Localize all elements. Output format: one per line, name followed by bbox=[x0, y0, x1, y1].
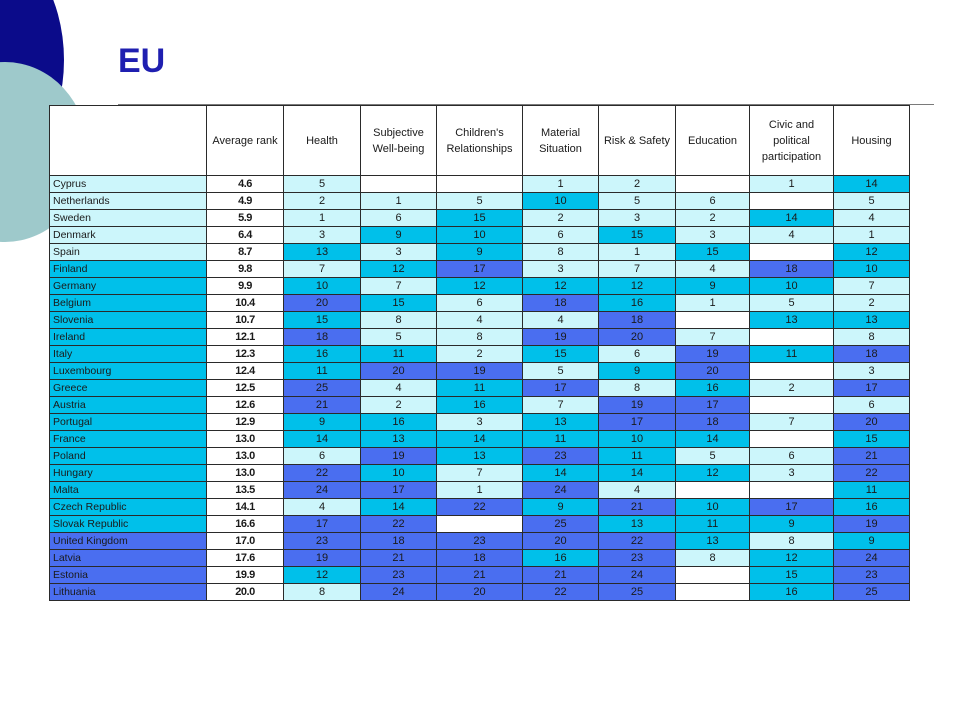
rank-cell: 19 bbox=[676, 346, 750, 363]
average-rank-cell: 9.9 bbox=[207, 278, 284, 295]
rank-cell: 16 bbox=[437, 397, 523, 414]
rank-cell bbox=[750, 363, 834, 380]
rank-cell bbox=[437, 516, 523, 533]
country-cell: United Kingdom bbox=[50, 533, 207, 550]
average-rank-cell: 13.0 bbox=[207, 465, 284, 482]
rank-cell bbox=[437, 176, 523, 193]
rank-cell: 9 bbox=[284, 414, 361, 431]
rank-cell bbox=[750, 329, 834, 346]
table-row bbox=[50, 499, 910, 516]
rank-cell: 9 bbox=[676, 278, 750, 295]
rank-cell: 7 bbox=[284, 261, 361, 278]
rank-cell: 7 bbox=[437, 465, 523, 482]
rank-cell: 13 bbox=[676, 533, 750, 550]
rank-cell: 24 bbox=[361, 584, 437, 601]
rank-cell: 21 bbox=[834, 448, 910, 465]
rank-cell: 10 bbox=[523, 193, 599, 210]
rank-cell: 18 bbox=[284, 329, 361, 346]
rank-cell: 23 bbox=[599, 550, 676, 567]
rank-cell: 16 bbox=[284, 346, 361, 363]
rank-cell: 24 bbox=[599, 567, 676, 584]
country-cell: Spain bbox=[50, 244, 207, 261]
rank-cell: 22 bbox=[599, 533, 676, 550]
average-rank-cell: 9.8 bbox=[207, 261, 284, 278]
table-row bbox=[50, 567, 910, 584]
rank-cell: 2 bbox=[834, 295, 910, 312]
rank-cell: 19 bbox=[437, 363, 523, 380]
rank-cell: 8 bbox=[523, 244, 599, 261]
average-rank-cell: 17.6 bbox=[207, 550, 284, 567]
rank-cell: 16 bbox=[599, 295, 676, 312]
rank-cell: 16 bbox=[834, 499, 910, 516]
country-cell: Austria bbox=[50, 397, 207, 414]
rank-cell: 18 bbox=[523, 295, 599, 312]
rank-cell: 19 bbox=[361, 448, 437, 465]
rank-cell: 9 bbox=[599, 363, 676, 380]
rank-cell: 19 bbox=[834, 516, 910, 533]
country-cell: Luxembourg bbox=[50, 363, 207, 380]
rank-cell bbox=[750, 244, 834, 261]
rank-cell: 13 bbox=[834, 312, 910, 329]
rank-cell: 15 bbox=[361, 295, 437, 312]
rank-cell: 12 bbox=[284, 567, 361, 584]
rank-cell: 11 bbox=[437, 380, 523, 397]
rank-cell: 12 bbox=[750, 550, 834, 567]
average-rank-cell: 13.0 bbox=[207, 431, 284, 448]
table-row bbox=[50, 329, 910, 346]
rank-cell: 10 bbox=[599, 431, 676, 448]
rank-cell: 12 bbox=[437, 278, 523, 295]
rank-cell: 3 bbox=[437, 414, 523, 431]
rank-cell: 2 bbox=[284, 193, 361, 210]
rank-cell: 7 bbox=[523, 397, 599, 414]
rank-cell: 5 bbox=[834, 193, 910, 210]
rank-cell: 22 bbox=[284, 465, 361, 482]
table-row bbox=[50, 584, 910, 601]
rank-cell bbox=[750, 193, 834, 210]
table-row bbox=[50, 465, 910, 482]
rank-cell: 1 bbox=[523, 176, 599, 193]
average-rank-cell: 10.4 bbox=[207, 295, 284, 312]
rank-cell: 4 bbox=[437, 312, 523, 329]
rank-cell: 23 bbox=[361, 567, 437, 584]
rank-cell: 4 bbox=[284, 499, 361, 516]
rank-cell: 21 bbox=[284, 397, 361, 414]
rank-cell: 13 bbox=[284, 244, 361, 261]
column-header: Children's Relationships bbox=[437, 106, 523, 176]
rank-cell: 12 bbox=[599, 278, 676, 295]
rank-cell: 11 bbox=[599, 448, 676, 465]
rank-cell: 14 bbox=[599, 465, 676, 482]
column-header bbox=[50, 106, 207, 176]
rank-cell: 12 bbox=[523, 278, 599, 295]
rank-cell: 5 bbox=[437, 193, 523, 210]
rank-cell: 2 bbox=[361, 397, 437, 414]
country-cell: Lithuania bbox=[50, 584, 207, 601]
rank-cell: 4 bbox=[361, 380, 437, 397]
column-header: Material Situation bbox=[523, 106, 599, 176]
rank-cell: 10 bbox=[361, 465, 437, 482]
rank-cell: 4 bbox=[523, 312, 599, 329]
average-rank-cell: 13.0 bbox=[207, 448, 284, 465]
rank-cell: 1 bbox=[361, 193, 437, 210]
rank-cell: 19 bbox=[523, 329, 599, 346]
rank-cell: 10 bbox=[676, 499, 750, 516]
rank-cell: 22 bbox=[361, 516, 437, 533]
rank-cell: 11 bbox=[361, 346, 437, 363]
rank-cell: 11 bbox=[750, 346, 834, 363]
table-row bbox=[50, 261, 910, 278]
column-header: Education bbox=[676, 106, 750, 176]
table-row bbox=[50, 227, 910, 244]
rank-cell: 20 bbox=[834, 414, 910, 431]
rank-cell: 19 bbox=[284, 550, 361, 567]
rank-cell: 15 bbox=[523, 346, 599, 363]
rank-cell: 15 bbox=[284, 312, 361, 329]
rank-cell: 1 bbox=[284, 210, 361, 227]
rank-cell: 1 bbox=[599, 244, 676, 261]
table-row bbox=[50, 363, 910, 380]
rank-cell bbox=[676, 567, 750, 584]
average-rank-cell: 12.3 bbox=[207, 346, 284, 363]
country-cell: Slovenia bbox=[50, 312, 207, 329]
rank-cell: 1 bbox=[676, 295, 750, 312]
rank-cell: 11 bbox=[834, 482, 910, 499]
rank-cell: 16 bbox=[750, 584, 834, 601]
rank-cell: 12 bbox=[834, 244, 910, 261]
rank-cell: 10 bbox=[750, 278, 834, 295]
rank-cell: 7 bbox=[599, 261, 676, 278]
rank-cell: 5 bbox=[284, 176, 361, 193]
rank-cell bbox=[750, 431, 834, 448]
rank-cell bbox=[750, 397, 834, 414]
rank-cell: 16 bbox=[523, 550, 599, 567]
rank-cell: 6 bbox=[834, 397, 910, 414]
table-row bbox=[50, 193, 910, 210]
rank-cell: 14 bbox=[361, 499, 437, 516]
rank-cell: 20 bbox=[523, 533, 599, 550]
country-cell: Greece bbox=[50, 380, 207, 397]
rank-cell: 6 bbox=[361, 210, 437, 227]
rank-cell: 6 bbox=[284, 448, 361, 465]
rank-cell: 20 bbox=[361, 363, 437, 380]
rank-cell: 16 bbox=[361, 414, 437, 431]
rank-cell: 13 bbox=[523, 414, 599, 431]
country-cell: Estonia bbox=[50, 567, 207, 584]
table-row bbox=[50, 176, 910, 193]
rank-cell: 17 bbox=[676, 397, 750, 414]
table-row bbox=[50, 550, 910, 567]
rank-cell: 21 bbox=[437, 567, 523, 584]
rank-cell: 17 bbox=[750, 499, 834, 516]
table-row bbox=[50, 431, 910, 448]
rank-cell: 17 bbox=[437, 261, 523, 278]
average-rank-cell: 8.7 bbox=[207, 244, 284, 261]
rank-cell: 1 bbox=[750, 176, 834, 193]
table-row bbox=[50, 482, 910, 499]
rank-cell: 20 bbox=[676, 363, 750, 380]
rank-cell: 18 bbox=[750, 261, 834, 278]
rank-cell: 20 bbox=[599, 329, 676, 346]
rank-cell: 8 bbox=[437, 329, 523, 346]
rank-cell: 18 bbox=[834, 346, 910, 363]
column-header: Health bbox=[284, 106, 361, 176]
rank-cell: 2 bbox=[676, 210, 750, 227]
rank-cell: 25 bbox=[599, 584, 676, 601]
rank-cell: 25 bbox=[834, 584, 910, 601]
rank-cell: 21 bbox=[523, 567, 599, 584]
rank-cell: 23 bbox=[437, 533, 523, 550]
country-cell: Denmark bbox=[50, 227, 207, 244]
average-rank-cell: 16.6 bbox=[207, 516, 284, 533]
table-row bbox=[50, 448, 910, 465]
rank-cell: 11 bbox=[676, 516, 750, 533]
table-row bbox=[50, 397, 910, 414]
rank-cell: 17 bbox=[284, 516, 361, 533]
rank-cell: 11 bbox=[284, 363, 361, 380]
rank-cell: 24 bbox=[523, 482, 599, 499]
rank-cell: 24 bbox=[834, 550, 910, 567]
country-cell: Latvia bbox=[50, 550, 207, 567]
country-cell: Ireland bbox=[50, 329, 207, 346]
rank-cell: 22 bbox=[834, 465, 910, 482]
rank-cell: 6 bbox=[599, 346, 676, 363]
rank-cell: 21 bbox=[599, 499, 676, 516]
rank-cell: 15 bbox=[834, 431, 910, 448]
slide-title: EU bbox=[118, 42, 166, 80]
rank-cell: 13 bbox=[437, 448, 523, 465]
rank-cell bbox=[676, 176, 750, 193]
rank-cell: 25 bbox=[523, 516, 599, 533]
rank-cell: 23 bbox=[834, 567, 910, 584]
table-row bbox=[50, 244, 910, 261]
country-cell: Netherlands bbox=[50, 193, 207, 210]
rank-cell: 5 bbox=[676, 448, 750, 465]
rank-cell: 17 bbox=[523, 380, 599, 397]
table-row bbox=[50, 380, 910, 397]
rank-cell bbox=[361, 176, 437, 193]
rank-cell: 3 bbox=[284, 227, 361, 244]
country-cell: Italy bbox=[50, 346, 207, 363]
average-rank-cell: 13.5 bbox=[207, 482, 284, 499]
country-cell: Belgium bbox=[50, 295, 207, 312]
table-row bbox=[50, 312, 910, 329]
country-cell: France bbox=[50, 431, 207, 448]
rank-cell: 23 bbox=[284, 533, 361, 550]
rank-cell: 24 bbox=[284, 482, 361, 499]
rank-cell: 12 bbox=[361, 261, 437, 278]
rank-cell: 13 bbox=[599, 516, 676, 533]
rank-cell: 18 bbox=[361, 533, 437, 550]
rank-cell: 6 bbox=[676, 193, 750, 210]
rank-cell: 17 bbox=[834, 380, 910, 397]
average-rank-cell: 14.1 bbox=[207, 499, 284, 516]
rank-cell: 9 bbox=[750, 516, 834, 533]
rank-cell: 4 bbox=[750, 227, 834, 244]
rank-cell: 14 bbox=[834, 176, 910, 193]
rank-cell bbox=[676, 312, 750, 329]
rank-cell: 9 bbox=[523, 499, 599, 516]
rank-cell: 8 bbox=[599, 380, 676, 397]
rank-cell bbox=[676, 584, 750, 601]
rank-cell: 14 bbox=[750, 210, 834, 227]
rank-cell: 5 bbox=[599, 193, 676, 210]
table-row bbox=[50, 346, 910, 363]
rank-cell: 23 bbox=[523, 448, 599, 465]
rank-cell: 18 bbox=[437, 550, 523, 567]
rank-cell: 1 bbox=[437, 482, 523, 499]
rank-cell: 7 bbox=[834, 278, 910, 295]
average-rank-cell: 12.4 bbox=[207, 363, 284, 380]
rank-cell: 14 bbox=[523, 465, 599, 482]
rank-cell: 13 bbox=[361, 431, 437, 448]
rank-cell: 20 bbox=[284, 295, 361, 312]
average-rank-cell: 12.5 bbox=[207, 380, 284, 397]
rank-cell: 20 bbox=[437, 584, 523, 601]
rank-cell: 2 bbox=[523, 210, 599, 227]
average-rank-cell: 10.7 bbox=[207, 312, 284, 329]
rank-cell: 3 bbox=[361, 244, 437, 261]
rank-cell: 10 bbox=[834, 261, 910, 278]
rank-cell bbox=[676, 482, 750, 499]
rank-cell: 4 bbox=[834, 210, 910, 227]
column-header: Average rank bbox=[207, 106, 284, 176]
country-cell: Hungary bbox=[50, 465, 207, 482]
rank-cell: 8 bbox=[676, 550, 750, 567]
rank-cell: 11 bbox=[523, 431, 599, 448]
country-cell: Malta bbox=[50, 482, 207, 499]
country-cell: Cyprus bbox=[50, 176, 207, 193]
table-row bbox=[50, 516, 910, 533]
rank-cell: 15 bbox=[676, 244, 750, 261]
rank-cell: 25 bbox=[284, 380, 361, 397]
rank-cell bbox=[750, 482, 834, 499]
average-rank-cell: 12.1 bbox=[207, 329, 284, 346]
table-row bbox=[50, 414, 910, 431]
rank-cell: 2 bbox=[437, 346, 523, 363]
rank-cell: 21 bbox=[361, 550, 437, 567]
table-header-row bbox=[50, 106, 910, 176]
rank-cell: 15 bbox=[599, 227, 676, 244]
rank-cell: 16 bbox=[676, 380, 750, 397]
average-rank-cell: 12.9 bbox=[207, 414, 284, 431]
average-rank-cell: 20.0 bbox=[207, 584, 284, 601]
rank-cell: 8 bbox=[834, 329, 910, 346]
rank-cell: 6 bbox=[437, 295, 523, 312]
rank-cell: 9 bbox=[361, 227, 437, 244]
rank-cell: 17 bbox=[599, 414, 676, 431]
table-row bbox=[50, 295, 910, 312]
rank-cell: 8 bbox=[750, 533, 834, 550]
column-header: Subjective Well-being bbox=[361, 106, 437, 176]
ranking-table bbox=[49, 105, 910, 601]
rank-cell: 5 bbox=[750, 295, 834, 312]
rank-cell: 7 bbox=[361, 278, 437, 295]
column-header: Housing bbox=[834, 106, 910, 176]
table-row bbox=[50, 533, 910, 550]
country-cell: Poland bbox=[50, 448, 207, 465]
average-rank-cell: 4.9 bbox=[207, 193, 284, 210]
rank-cell: 17 bbox=[361, 482, 437, 499]
rank-cell: 15 bbox=[437, 210, 523, 227]
column-header: Risk & Safety bbox=[599, 106, 676, 176]
country-cell: Slovak Republic bbox=[50, 516, 207, 533]
country-cell: Finland bbox=[50, 261, 207, 278]
rank-cell: 14 bbox=[676, 431, 750, 448]
rank-cell: 12 bbox=[676, 465, 750, 482]
rank-cell: 19 bbox=[599, 397, 676, 414]
rank-cell: 6 bbox=[750, 448, 834, 465]
rank-cell: 10 bbox=[437, 227, 523, 244]
country-cell: Germany bbox=[50, 278, 207, 295]
average-rank-cell: 19.9 bbox=[207, 567, 284, 584]
table-row bbox=[50, 278, 910, 295]
rank-cell: 4 bbox=[599, 482, 676, 499]
rank-cell: 4 bbox=[676, 261, 750, 278]
rank-cell: 18 bbox=[599, 312, 676, 329]
rank-cell: 3 bbox=[676, 227, 750, 244]
rank-cell: 7 bbox=[676, 329, 750, 346]
rank-cell: 2 bbox=[599, 176, 676, 193]
average-rank-cell: 12.6 bbox=[207, 397, 284, 414]
rank-cell: 7 bbox=[750, 414, 834, 431]
rank-cell: 5 bbox=[361, 329, 437, 346]
average-rank-cell: 4.6 bbox=[207, 176, 284, 193]
country-cell: Portugal bbox=[50, 414, 207, 431]
rank-cell: 9 bbox=[834, 533, 910, 550]
rank-cell: 14 bbox=[284, 431, 361, 448]
rank-cell: 5 bbox=[523, 363, 599, 380]
rank-cell: 9 bbox=[437, 244, 523, 261]
rank-cell: 18 bbox=[676, 414, 750, 431]
rank-cell: 1 bbox=[834, 227, 910, 244]
rank-cell: 3 bbox=[834, 363, 910, 380]
rank-cell: 2 bbox=[750, 380, 834, 397]
average-rank-cell: 5.9 bbox=[207, 210, 284, 227]
rank-cell: 3 bbox=[599, 210, 676, 227]
rank-cell: 13 bbox=[750, 312, 834, 329]
rank-cell: 15 bbox=[750, 567, 834, 584]
column-header: Civic and political participation bbox=[750, 106, 834, 176]
country-cell: Sweden bbox=[50, 210, 207, 227]
rank-cell: 3 bbox=[523, 261, 599, 278]
country-cell: Czech Republic bbox=[50, 499, 207, 516]
rank-cell: 10 bbox=[284, 278, 361, 295]
rank-cell: 8 bbox=[361, 312, 437, 329]
average-rank-cell: 17.0 bbox=[207, 533, 284, 550]
rank-cell: 3 bbox=[750, 465, 834, 482]
rank-cell: 14 bbox=[437, 431, 523, 448]
rank-cell: 6 bbox=[523, 227, 599, 244]
rank-cell: 22 bbox=[437, 499, 523, 516]
rank-cell: 22 bbox=[523, 584, 599, 601]
average-rank-cell: 6.4 bbox=[207, 227, 284, 244]
table-row bbox=[50, 210, 910, 227]
rank-cell: 8 bbox=[284, 584, 361, 601]
